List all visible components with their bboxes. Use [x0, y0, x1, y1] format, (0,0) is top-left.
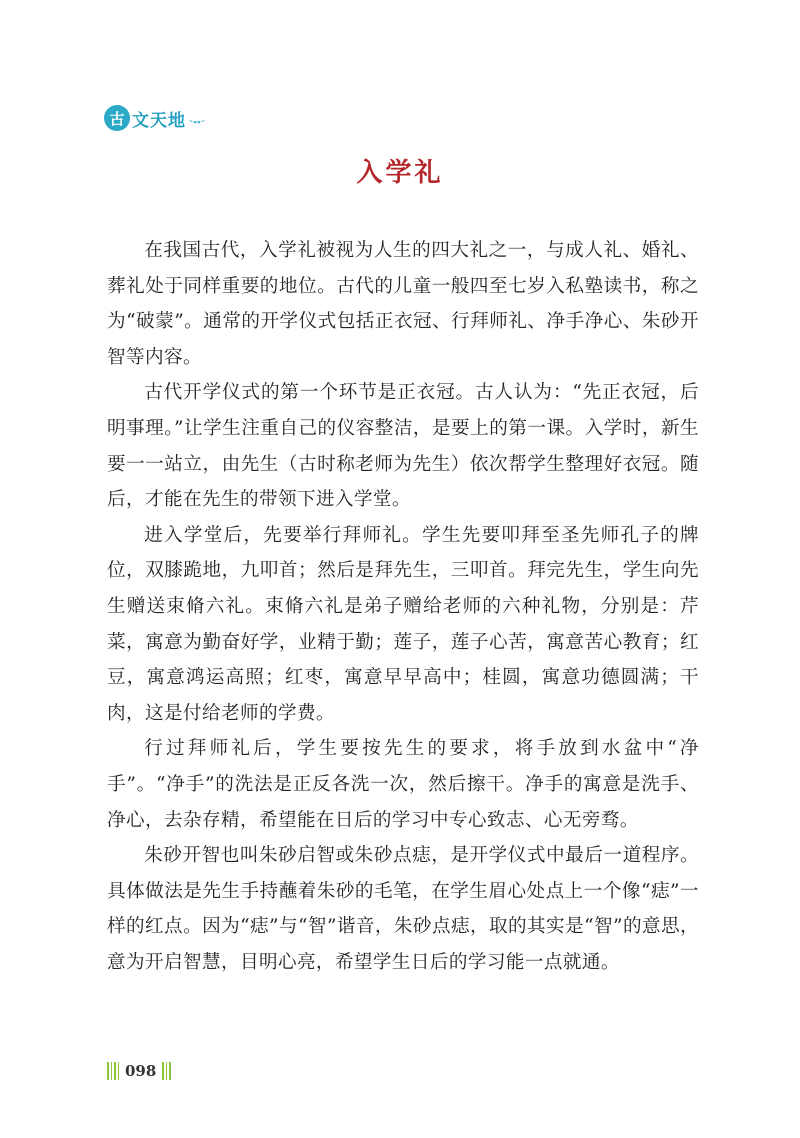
- paragraph: 在我国古代，入学礼被视为人生的四大礼之一，与成人礼、婚礼、葬礼处于同样重要的地位。古代的儿童一般四至七岁入私塾读书，称之为“破蒙”。通常的开学仪式包括正衣冠、行拜师礼、净手净心、朱砂开智等内容。: [107, 240, 699, 368]
- page-footer: [107, 1062, 171, 1080]
- boat-icon: [188, 118, 206, 127]
- badge-circle-glyph: 古: [104, 105, 130, 131]
- page-title: 入学礼: [356, 158, 444, 188]
- article-body: [107, 233, 699, 980]
- paragraph: 行过拜师礼后，学生要按先生的要求，将手放到水盆中“净手”。“净手”的洗法是正反各洗一次，然后擦干。净手的寓意是洗手、净心，去杂存精，希望能在日后的学习中专心致志、心无旁骛。: [107, 738, 699, 831]
- badge-label: 文天地: [132, 110, 186, 131]
- paragraph: 进入学堂后，先要举行拜师礼。学生先要叩拜至圣先师孔子的牌位，双膝跪地，九叩首；然后是拜先生，三叩首。拜完先生，学生向先生赠送束脩六礼。束脩六礼是弟子赠给老师的六种礼物，分别是：芹菜，寓意为勤奋好学，业精于勤；莲子，莲子心苦，寓意苦心教育；红豆，寓意鸿运高照；红枣，寓意早早高中；桂圆，寓意功德圆满；干肉，这是付给老师的学费。: [107, 524, 699, 724]
- section-badge: [104, 105, 206, 131]
- paragraph: 古代开学仪式的第一个环节是正衣冠。古人认为：“先正衣冠，后明事理。”让学生注重自己的仪容整洁，是要上的第一课。入学时，新生要一一站立，由先生（古时称老师为先生）依次帮学生整理好衣冠。随后，才能在先生的带领下进入学堂。: [107, 382, 699, 511]
- paragraph: 朱砂开智也叫朱砂启智或朱砂点痣，是开学仪式中最后一道程序。具体做法是先生手持蘸着朱砂的毛笔，在学生眉心处点上一个像“痣”一样的红点。因为“痣”与“智”谐音，朱砂点痣，取的其实是“智”的意思，意为开启智慧，目明心亮，希望学生日后的学习能一点就通。: [107, 845, 699, 973]
- footer-bars-right: [162, 1062, 171, 1080]
- footer-bars-left: [107, 1062, 119, 1080]
- page-number: 098: [125, 1062, 157, 1080]
